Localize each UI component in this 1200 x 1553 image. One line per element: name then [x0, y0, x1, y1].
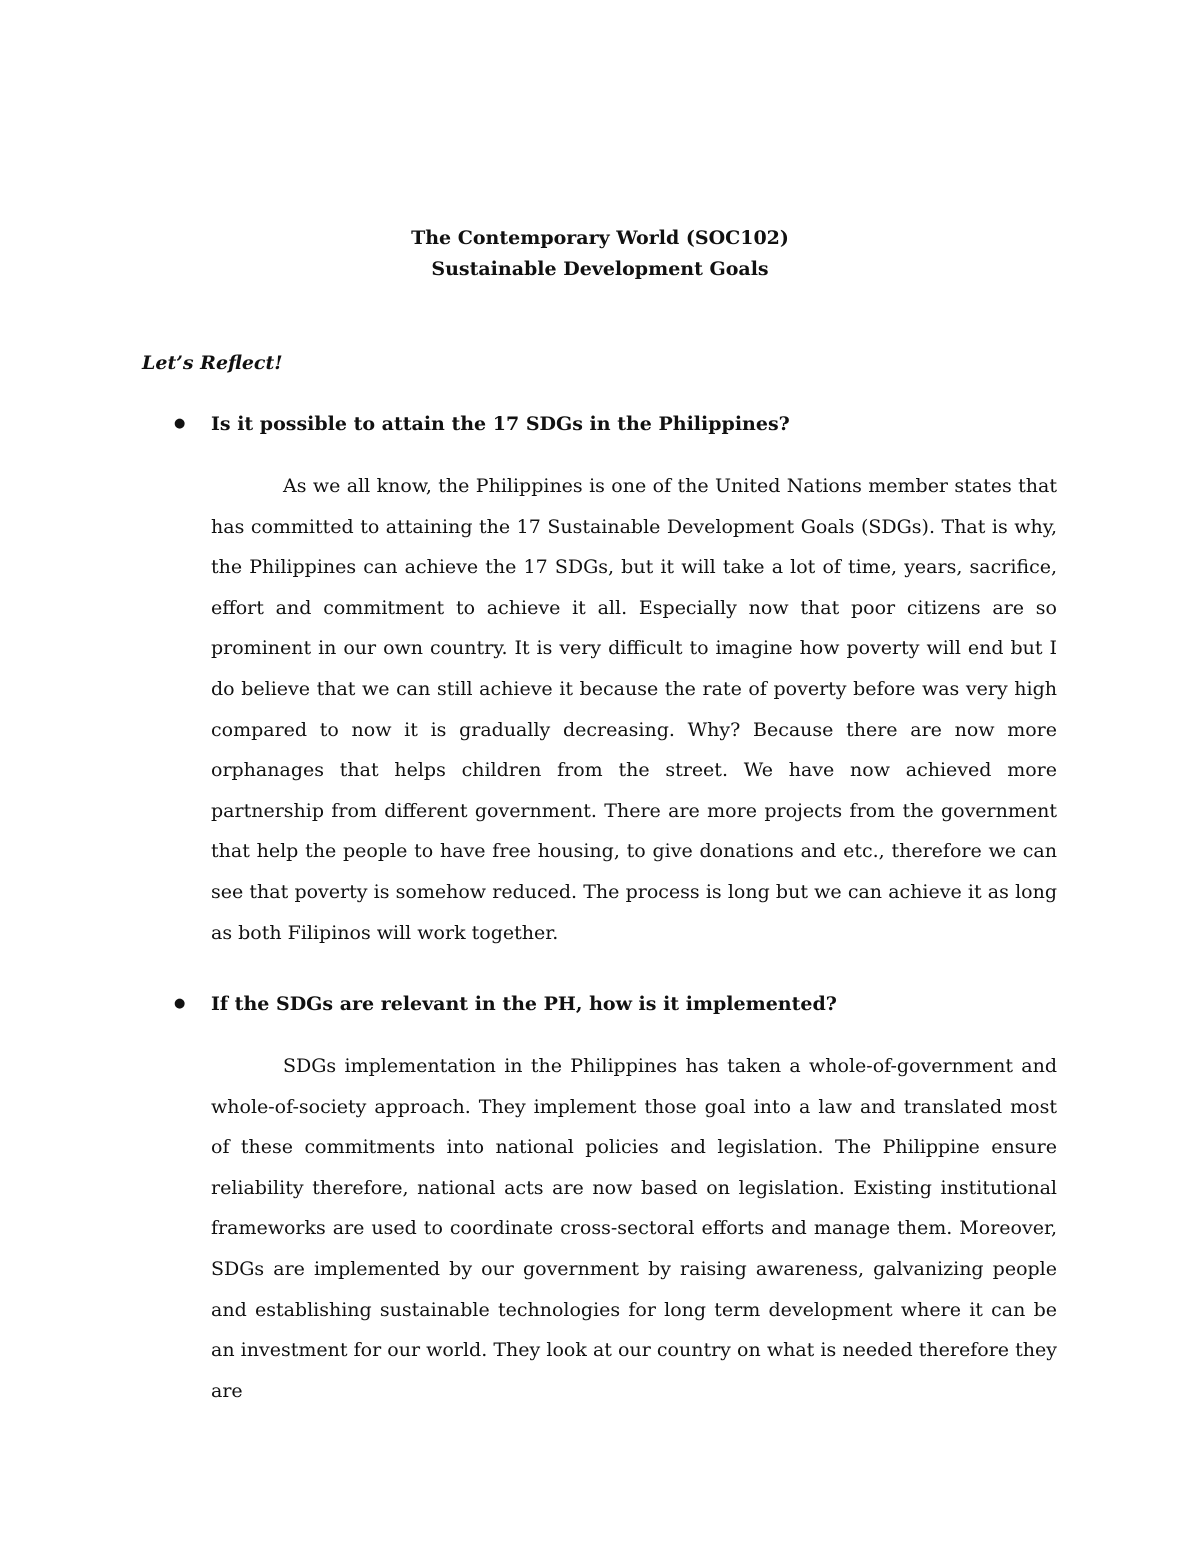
bullet-icon: ●	[174, 996, 186, 1011]
document-header	[0, 223, 1200, 285]
question-2-text: If the SDGs are relevant in the PH, how is it implemented?	[211, 993, 837, 1015]
bullet-icon: ●	[174, 416, 186, 431]
topic-title: Sustainable Development Goals	[431, 258, 769, 280]
question-1-text: Is it possible to attain the 17 SDGs in the Philippines?	[211, 413, 790, 435]
answer-1-paragraph: As we all know, the Philippines is one of the United Nations member states that has committed to attaining the 17 Sustainable Development Goals (SDGs). That is why, the Philippines can achieve the 17 SDGs, but it will take a lot of time, years, sacrifice, effort and commitment to achieve it all. Especially now that poor citizens are so prominent in our own country. It is very difficult to imagine how poverty will end but I do believe that we can still achieve it because the rate of poverty before was very high compared to now it is gradually decreasing. Why? Because there are now more orphanages that helps children from the street. We have now achieved more partnership from different government. There are more projects from the government that help the people to have free housing, to give donations and etc., therefore we can see that poverty is somehow reduced. The process is long but we can achieve it as long as both Filipinos will work together.	[211, 475, 1057, 944]
answer-2-paragraph: SDGs implementation in the Philippines has taken a whole-of-government and whole-of-society approach. They implement those goal into a law and translated most of these commitments into national policies and legislation. The Philippine ensure reliability therefore, national acts are now based on legislation. Existing institutional frameworks are used to coordinate cross-sectoral efforts and manage them. Moreover, SDGs are implemented by our government by raising awareness, galvanizing people and establishing sustainable technologies for long term development where it can be an investment for our world. They look at our country on what is needed therefore they are	[211, 1055, 1057, 1402]
course-title: The Contemporary World (SOC102)	[411, 227, 789, 249]
section-heading: Let’s Reflect!	[142, 352, 283, 374]
